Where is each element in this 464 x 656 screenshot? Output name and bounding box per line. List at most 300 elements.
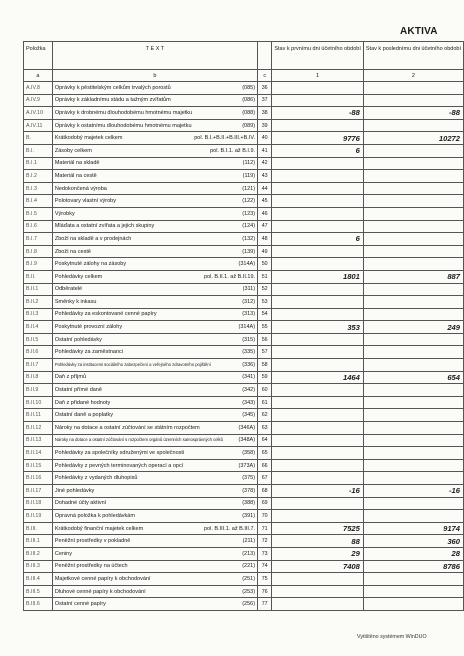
table-row <box>24 359 464 372</box>
row-label: Dluhové cenné papíry k obchodování <box>54 588 146 595</box>
row-text <box>52 182 257 195</box>
row-account-ref: (085) <box>242 84 256 91</box>
row-text <box>52 535 257 548</box>
row-label: Oprávky k pěstitelským celkům trvalých porostů <box>54 84 171 91</box>
row-account-ref: (251) <box>242 575 256 582</box>
row-label: Pohledávky za společníky sdruženými ve společnosti <box>54 450 185 457</box>
row-account-ref: (221) <box>242 563 256 570</box>
row-label: Ceniny <box>54 550 72 557</box>
row-code: B.I.7 <box>24 233 53 246</box>
table-row <box>24 459 464 472</box>
row-code: A.IV.8 <box>24 82 53 95</box>
table-row <box>24 270 464 283</box>
table-row <box>24 560 464 573</box>
row-number: 65 <box>258 447 272 460</box>
row-label: Peněžní prostředky v pokladně <box>54 538 131 545</box>
row-account-ref: (112) <box>242 160 256 167</box>
header-row <box>24 42 464 70</box>
row-code: A.IV.10 <box>24 107 53 120</box>
row-value-first <box>272 94 364 107</box>
table-row <box>24 82 464 95</box>
row-label: Dohadné účty aktivní <box>54 500 107 507</box>
row-code: B.III.1 <box>24 535 53 548</box>
row-number: 76 <box>258 585 272 598</box>
row-value-first <box>272 296 364 309</box>
row-value-last: 28 <box>363 547 463 560</box>
table-row <box>24 182 464 195</box>
row-value-last <box>363 144 463 157</box>
table-row <box>24 245 464 258</box>
row-text <box>52 220 257 233</box>
row-value-last <box>363 170 463 183</box>
row-account-ref: (313) <box>242 311 256 318</box>
table-row <box>24 535 464 548</box>
row-value-first: 353 <box>272 321 364 334</box>
row-value-last <box>363 82 463 95</box>
row-value-first: 9776 <box>272 132 364 145</box>
row-text <box>52 333 257 346</box>
row-number: 75 <box>258 573 272 586</box>
row-value-first <box>272 170 364 183</box>
row-value-first <box>272 333 364 346</box>
table-row <box>24 573 464 586</box>
header-last-day: Stav k poslednímu dni účetního období <box>363 42 463 70</box>
row-number: 53 <box>258 296 272 309</box>
row-account-ref: (346A) <box>238 424 256 431</box>
row-label: Poskytnuté provozní zálohy <box>54 324 123 331</box>
row-label: Materiál na cestě <box>54 172 97 179</box>
row-account-ref: (132) <box>242 235 256 242</box>
row-value-last <box>363 94 463 107</box>
row-label: Peněžní prostředky na účtech <box>54 563 128 570</box>
row-code: B.III.5 <box>24 585 53 598</box>
row-value-first <box>272 283 364 296</box>
row-value-last <box>363 346 463 359</box>
row-value-first: 6 <box>272 144 364 157</box>
row-code: B.II.3 <box>24 308 53 321</box>
row-value-last <box>363 182 463 195</box>
row-label: Daň z příjmů <box>54 374 87 381</box>
row-label: Materiál na skladě <box>54 160 100 167</box>
row-text <box>52 346 257 359</box>
table-row <box>24 396 464 409</box>
row-number: 44 <box>258 182 272 195</box>
row-number: 36 <box>258 82 272 95</box>
table-row <box>24 258 464 271</box>
row-value-first: 7408 <box>272 560 364 573</box>
row-value-first <box>272 119 364 132</box>
row-label: Pohledávky z vydaných dluhopisů <box>54 475 138 482</box>
row-number: 68 <box>258 485 272 498</box>
row-value-last: 887 <box>363 270 463 283</box>
row-text <box>52 485 257 498</box>
row-value-last <box>363 233 463 246</box>
row-account-ref: (253) <box>242 588 256 595</box>
table-row <box>24 283 464 296</box>
row-label: Nedokončená výroba <box>54 185 107 192</box>
row-account-ref: (311) <box>242 286 256 293</box>
header-text: T E X T <box>52 42 257 70</box>
row-text <box>52 585 257 598</box>
table-row <box>24 522 464 535</box>
row-text <box>52 233 257 246</box>
table-row <box>24 585 464 598</box>
row-account-ref: (343) <box>242 399 256 406</box>
row-text <box>52 245 257 258</box>
row-number: 63 <box>258 422 272 435</box>
row-value-last <box>363 472 463 485</box>
header-c <box>258 42 272 70</box>
row-code: B.II.14 <box>24 447 53 460</box>
header-first-day: Stav k prvnímu dni účetního období <box>272 42 364 70</box>
header-polozka: Položka <box>24 42 53 70</box>
table-row <box>24 598 464 611</box>
row-value-first: 1801 <box>272 270 364 283</box>
row-value-first <box>272 497 364 510</box>
row-account-ref: (256) <box>242 601 256 608</box>
row-number: 37 <box>258 94 272 107</box>
row-account-ref: (089) <box>242 122 256 129</box>
row-value-last <box>363 220 463 233</box>
table-row <box>24 132 464 145</box>
row-account-ref: (345) <box>242 412 256 419</box>
row-code: B.II.9 <box>24 384 53 397</box>
row-code: B.II.12 <box>24 422 53 435</box>
row-number: 77 <box>258 598 272 611</box>
row-value-last <box>363 422 463 435</box>
row-number: 47 <box>258 220 272 233</box>
table-row <box>24 195 464 208</box>
row-value-first <box>272 396 364 409</box>
row-code: B.II.15 <box>24 459 53 472</box>
row-value-first <box>272 459 364 472</box>
table-row <box>24 119 464 132</box>
row-number: 60 <box>258 384 272 397</box>
row-value-first: -88 <box>272 107 364 120</box>
table-row <box>24 170 464 183</box>
row-account-ref: (342) <box>242 387 256 394</box>
row-number: 74 <box>258 560 272 573</box>
row-account-ref: (373A) <box>238 462 256 469</box>
table-row <box>24 207 464 220</box>
row-account-ref: (336) <box>242 361 256 368</box>
row-code: B.II.4 <box>24 321 53 334</box>
row-account-ref: (213) <box>242 550 256 557</box>
row-text <box>52 195 257 208</box>
table-row <box>24 233 464 246</box>
table-row <box>24 447 464 460</box>
row-value-first: 7525 <box>272 522 364 535</box>
row-number: 40 <box>258 132 272 145</box>
row-label: Ostatní daně a poplatky <box>54 412 113 419</box>
table-row <box>24 384 464 397</box>
row-value-last <box>363 510 463 523</box>
row-text <box>52 510 257 523</box>
row-code: B.III. <box>24 522 53 535</box>
row-text <box>52 321 257 334</box>
row-text <box>52 409 257 422</box>
row-label: Oprávky k ostatnímu dlouhodobému hmotnému majetku <box>54 122 192 129</box>
row-number: 71 <box>258 522 272 535</box>
sub-a: a <box>24 70 53 82</box>
row-account-ref: (391) <box>242 512 256 519</box>
row-number: 49 <box>258 245 272 258</box>
row-value-last: 249 <box>363 321 463 334</box>
row-value-last <box>363 447 463 460</box>
page-title: AKTIVA <box>400 26 438 37</box>
row-text <box>52 107 257 120</box>
row-code: B.II.8 <box>24 371 53 384</box>
row-text <box>52 434 257 447</box>
row-value-last <box>363 396 463 409</box>
row-text <box>52 384 257 397</box>
row-code: B.I.9 <box>24 258 53 271</box>
row-code: A.IV.11 <box>24 119 53 132</box>
row-value-first <box>272 182 364 195</box>
row-account-ref: (314A) <box>238 324 256 331</box>
row-value-first <box>272 447 364 460</box>
row-label: Nároky na dotace a ostatní zúčtování se státním rozpočtem <box>54 424 200 431</box>
row-value-last <box>363 434 463 447</box>
row-label: Odběratelé <box>54 286 83 293</box>
row-value-last <box>363 384 463 397</box>
row-number: 73 <box>258 547 272 560</box>
row-account-ref: (375) <box>242 475 256 482</box>
row-account-ref: (121) <box>242 185 256 192</box>
row-number: 70 <box>258 510 272 523</box>
row-value-last <box>363 409 463 422</box>
row-account-ref: (315) <box>242 336 256 343</box>
row-value-last <box>363 598 463 611</box>
row-value-last <box>363 207 463 220</box>
row-value-last: -88 <box>363 107 463 120</box>
row-text <box>52 170 257 183</box>
subheader-row <box>24 70 464 82</box>
row-label: Směnky k inkasu <box>54 298 97 305</box>
row-text <box>52 547 257 560</box>
table-row <box>24 308 464 321</box>
row-number: 52 <box>258 283 272 296</box>
row-code: B.II. <box>24 270 53 283</box>
row-text <box>52 308 257 321</box>
row-text <box>52 82 257 95</box>
row-value-last: 10272 <box>363 132 463 145</box>
row-account-ref: (123) <box>242 210 256 217</box>
row-value-first <box>272 598 364 611</box>
row-value-first <box>272 585 364 598</box>
row-number: 55 <box>258 321 272 334</box>
row-code: B.I.1 <box>24 157 53 170</box>
row-value-last: 654 <box>363 371 463 384</box>
row-value-first <box>272 245 364 258</box>
row-text <box>52 447 257 460</box>
table-row <box>24 144 464 157</box>
row-label: Mláďata a ostatní zvířata a jejich skupiny <box>54 223 155 230</box>
row-label: Majetkové cenné papíry k obchodování <box>54 575 151 582</box>
row-code: B.I. <box>24 144 53 157</box>
row-number: 38 <box>258 107 272 120</box>
row-label: Zboží na cestě <box>54 248 91 255</box>
row-code: B.I.4 <box>24 195 53 208</box>
row-code: B.II.17 <box>24 485 53 498</box>
row-number: 72 <box>258 535 272 548</box>
row-code: B.I.3 <box>24 182 53 195</box>
row-number: 69 <box>258 497 272 510</box>
row-value-first <box>272 195 364 208</box>
row-text <box>52 522 257 535</box>
row-value-last: -16 <box>363 485 463 498</box>
row-number: 56 <box>258 333 272 346</box>
row-account-ref: (124) <box>242 223 256 230</box>
row-number: 62 <box>258 409 272 422</box>
row-code: B.II.19 <box>24 510 53 523</box>
row-value-last <box>363 157 463 170</box>
row-label: Krátkodobý majetek celkem <box>54 135 123 142</box>
row-account-ref: (348A) <box>238 437 256 444</box>
table-row <box>24 296 464 309</box>
row-text <box>52 157 257 170</box>
row-code: B.II.7 <box>24 359 53 372</box>
row-value-first <box>272 384 364 397</box>
row-label: Daň z přidané hodnoty <box>54 399 111 406</box>
row-value-first: -16 <box>272 485 364 498</box>
row-label: Oprávky k základnímu stádu a tažným zvířatům <box>54 97 171 104</box>
sub-c: c <box>258 70 272 82</box>
row-value-first <box>272 472 364 485</box>
row-label: Zboží na skladě a v prodejnách <box>54 235 132 242</box>
table-row <box>24 409 464 422</box>
row-label: Zásoby celkem <box>54 147 92 154</box>
row-label: Nároky na dotace a ostatní zúčtování s rozpočtem orgánů územních samosprávných celků <box>54 437 223 443</box>
row-text <box>52 258 257 271</box>
row-code: B.III.6 <box>24 598 53 611</box>
row-number: 54 <box>258 308 272 321</box>
table-row <box>24 434 464 447</box>
row-code: B. <box>24 132 53 145</box>
row-account-ref: (086) <box>242 97 256 104</box>
row-label: Pohledávky z pevných terminovaných operací a opcí <box>54 462 184 469</box>
table-row <box>24 94 464 107</box>
row-text <box>52 132 257 145</box>
row-number: 59 <box>258 371 272 384</box>
row-label: Ostatní přímé daně <box>54 387 102 394</box>
row-label: Pohledávky za zaměstnanci <box>54 349 124 356</box>
balance-table <box>23 41 464 611</box>
row-label: Pohledávky za institucemi sociálního zabezpečení a veřejného zdravotního pojištění <box>54 361 211 367</box>
row-account-ref: (358) <box>242 450 256 457</box>
row-text <box>52 422 257 435</box>
row-value-first <box>272 82 364 95</box>
table-row <box>24 472 464 485</box>
row-label: Poskytnuté zálohy na zásoby <box>54 261 127 268</box>
row-text <box>52 283 257 296</box>
row-code: B.II.13 <box>24 434 53 447</box>
row-account-ref: (139) <box>242 248 256 255</box>
row-code: B.III.4 <box>24 573 53 586</box>
row-number: 45 <box>258 195 272 208</box>
row-code: B.II.6 <box>24 346 53 359</box>
table-row <box>24 346 464 359</box>
table-row <box>24 107 464 120</box>
row-text <box>52 270 257 283</box>
row-code: B.II.11 <box>24 409 53 422</box>
row-value-last <box>363 245 463 258</box>
footer-note: Vytištěno systémem WinDUO <box>357 634 427 640</box>
row-text <box>52 598 257 611</box>
row-value-last: 8786 <box>363 560 463 573</box>
row-text <box>52 119 257 132</box>
row-account-ref: (341) <box>242 374 256 381</box>
row-number: 66 <box>258 459 272 472</box>
row-number: 46 <box>258 207 272 220</box>
table-row <box>24 371 464 384</box>
row-value-last <box>363 195 463 208</box>
row-text <box>52 396 257 409</box>
row-value-last <box>363 497 463 510</box>
row-text <box>52 472 257 485</box>
row-text <box>52 144 257 157</box>
row-code: B.I.6 <box>24 220 53 233</box>
row-account-ref: pol. B.III.1. až B.III.7. <box>203 525 256 532</box>
row-number: 57 <box>258 346 272 359</box>
row-value-last <box>363 333 463 346</box>
row-number: 48 <box>258 233 272 246</box>
row-value-first <box>272 258 364 271</box>
table-row <box>24 321 464 334</box>
sub-1: 1 <box>272 70 364 82</box>
row-label: Výrobky <box>54 210 75 217</box>
row-account-ref: (312) <box>242 298 256 305</box>
row-value-first: 29 <box>272 547 364 560</box>
row-text <box>52 497 257 510</box>
row-account-ref: (119) <box>242 172 256 179</box>
table-row <box>24 485 464 498</box>
row-value-first <box>272 220 364 233</box>
row-code: B.II.1 <box>24 283 53 296</box>
row-account-ref: (211) <box>242 538 256 545</box>
row-value-last <box>363 573 463 586</box>
row-text <box>52 371 257 384</box>
row-text <box>52 359 257 372</box>
row-account-ref: (378) <box>242 487 256 494</box>
row-text <box>52 94 257 107</box>
table-row <box>24 510 464 523</box>
row-account-ref: pol. B.II.1. až B.II.19. <box>203 273 256 280</box>
row-number: 58 <box>258 359 272 372</box>
row-label: Polotovary vlastní výroby <box>54 198 116 205</box>
row-code: B.II.16 <box>24 472 53 485</box>
row-code: B.III.3 <box>24 560 53 573</box>
table-row <box>24 422 464 435</box>
row-code: B.II.18 <box>24 497 53 510</box>
row-value-first <box>272 510 364 523</box>
row-value-last: 360 <box>363 535 463 548</box>
row-number: 41 <box>258 144 272 157</box>
row-code: A.IV.9 <box>24 94 53 107</box>
table-row <box>24 220 464 233</box>
row-label: Pohledávky celkem <box>54 273 103 280</box>
row-number: 42 <box>258 157 272 170</box>
row-number: 39 <box>258 119 272 132</box>
row-code: B.II.10 <box>24 396 53 409</box>
row-value-first: 1464 <box>272 371 364 384</box>
row-value-last <box>363 308 463 321</box>
row-text <box>52 573 257 586</box>
row-account-ref: (314A) <box>238 261 256 268</box>
row-number: 67 <box>258 472 272 485</box>
table-row <box>24 157 464 170</box>
row-value-first: 88 <box>272 535 364 548</box>
